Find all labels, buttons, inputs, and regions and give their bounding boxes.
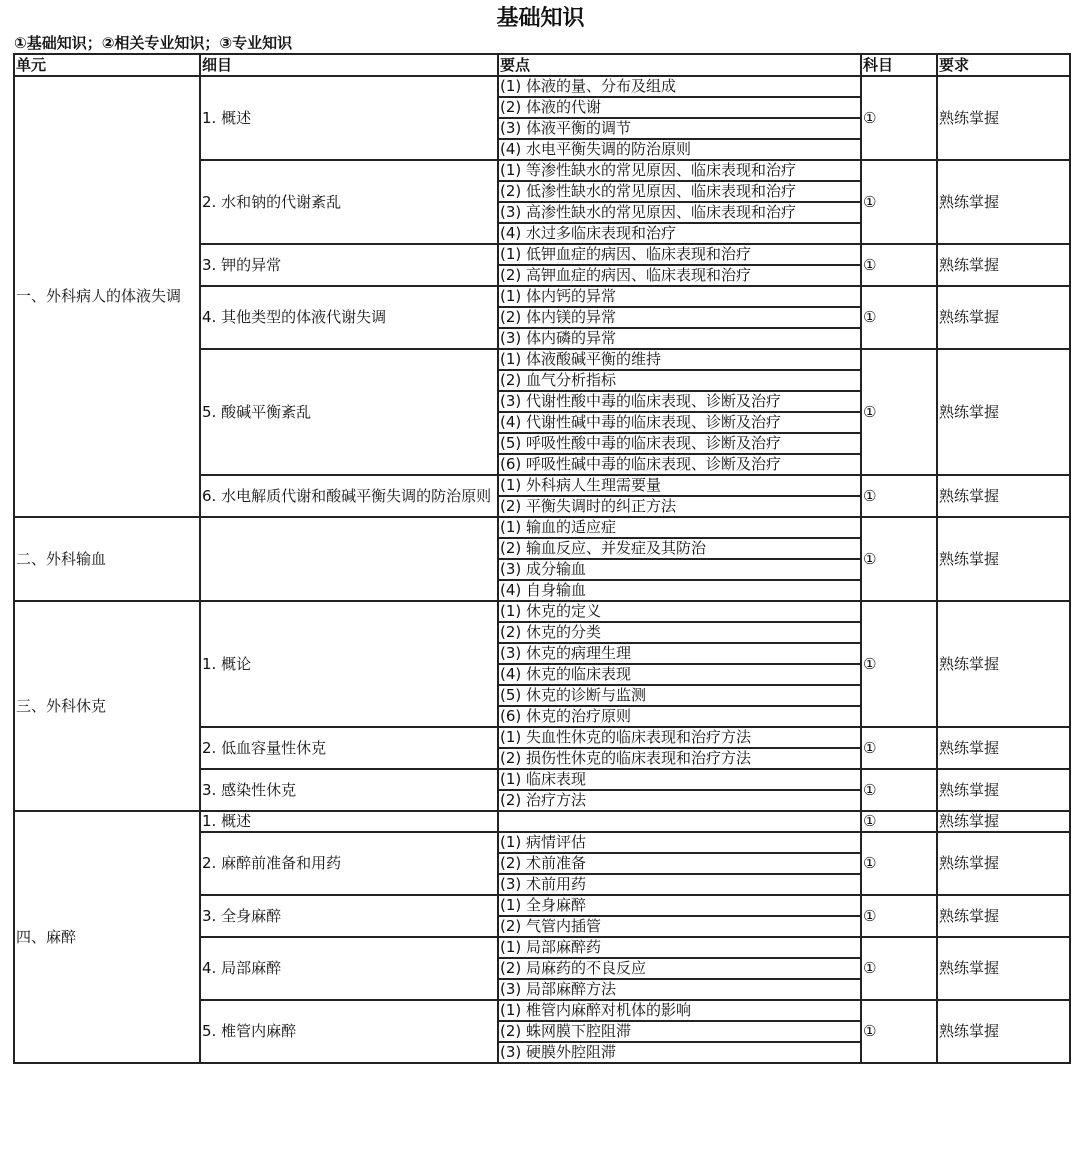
subject-cell: ① xyxy=(861,475,937,517)
subject-cell: ① xyxy=(861,286,937,349)
point-cell: (6) 休克的治疗原则 xyxy=(498,706,861,727)
point-cell: (1) 局部麻醉药 xyxy=(498,937,861,958)
requirement-cell: 熟练掌握 xyxy=(937,1000,1070,1063)
header-point: 要点 xyxy=(498,54,861,76)
point-cell: (2) 休克的分类 xyxy=(498,622,861,643)
point-cell: (2) 气管内插管 xyxy=(498,916,861,937)
point-cell: (3) 成分输血 xyxy=(498,559,861,580)
point-cell: (3) 代谢性酸中毒的临床表现、诊断及治疗 xyxy=(498,391,861,412)
point-cell: (2) 低渗性缺水的常见原因、临床表现和治疗 xyxy=(498,181,861,202)
page-title: 基础知识 xyxy=(496,5,585,31)
detail-cell: 3. 全身麻醉 xyxy=(200,895,498,937)
point-cell xyxy=(498,811,861,832)
detail-cell: 1. 概述 xyxy=(200,76,498,160)
detail-cell: 4. 局部麻醉 xyxy=(200,937,498,1000)
subject-cell: ① xyxy=(861,349,937,475)
requirement-cell: 熟练掌握 xyxy=(937,937,1070,1000)
unit-cell: 二、外科输血 xyxy=(14,517,200,601)
subject-cell: ① xyxy=(861,601,937,727)
point-cell: (3) 休克的病理生理 xyxy=(498,643,861,664)
unit-cell: 四、麻醉 xyxy=(14,811,200,1063)
requirement-cell: 熟练掌握 xyxy=(937,349,1070,475)
subject-cell: ① xyxy=(861,832,937,895)
point-cell: (1) 失血性休克的临床表现和治疗方法 xyxy=(498,727,861,748)
point-cell: (4) 代谢性碱中毒的临床表现、诊断及治疗 xyxy=(498,412,861,433)
table-header-row xyxy=(14,54,1070,76)
point-cell: (5) 呼吸性酸中毒的临床表现、诊断及治疗 xyxy=(498,433,861,454)
point-cell: (4) 水过多临床表现和治疗 xyxy=(498,223,861,244)
detail-cell: 5. 椎管内麻醉 xyxy=(200,1000,498,1063)
unit-cell: 三、外科休克 xyxy=(14,601,200,811)
point-cell: (3) 硬膜外腔阻滞 xyxy=(498,1042,861,1063)
point-cell: (3) 局部麻醉方法 xyxy=(498,979,861,1000)
detail-cell: 4. 其他类型的体液代谢失调 xyxy=(200,286,498,349)
table-row xyxy=(14,811,1070,832)
point-cell: (1) 体液的量、分布及组成 xyxy=(498,76,861,97)
point-cell: (2) 术前准备 xyxy=(498,853,861,874)
header-unit: 单元 xyxy=(14,54,200,76)
point-cell: (1) 低钾血症的病因、临床表现和治疗 xyxy=(498,244,861,265)
table-row xyxy=(14,76,1070,97)
point-cell: (2) 平衡失调时的纠正方法 xyxy=(498,496,861,517)
requirement-cell: 熟练掌握 xyxy=(937,832,1070,895)
point-cell: (4) 休克的临床表现 xyxy=(498,664,861,685)
point-cell: (4) 水电平衡失调的防治原则 xyxy=(498,139,861,160)
detail-cell xyxy=(200,517,498,601)
detail-cell: 2. 麻醉前准备和用药 xyxy=(200,832,498,895)
requirement-cell: 熟练掌握 xyxy=(937,811,1070,832)
header-detail: 细目 xyxy=(200,54,498,76)
point-cell: (2) 局麻药的不良反应 xyxy=(498,958,861,979)
point-cell: (2) 高钾血症的病因、临床表现和治疗 xyxy=(498,265,861,286)
header-subject: 科目 xyxy=(861,54,937,76)
detail-cell: 5. 酸碱平衡紊乱 xyxy=(200,349,498,475)
detail-cell: 3. 感染性休克 xyxy=(200,769,498,811)
point-cell: (6) 呼吸性碱中毒的临床表现、诊断及治疗 xyxy=(498,454,861,475)
requirement-cell: 熟练掌握 xyxy=(937,160,1070,244)
point-cell: (1) 外科病人生理需要量 xyxy=(498,475,861,496)
point-cell: (1) 体内钙的异常 xyxy=(498,286,861,307)
point-cell: (2) 治疗方法 xyxy=(498,790,861,811)
subject-cell: ① xyxy=(861,937,937,1000)
point-cell: (2) 体液的代谢 xyxy=(498,97,861,118)
point-cell: (1) 输血的适应症 xyxy=(498,517,861,538)
header-requirement: 要求 xyxy=(937,54,1070,76)
subject-cell: ① xyxy=(861,811,937,832)
subject-legend: ①基础知识；②相关专业知识；③专业知识 xyxy=(14,34,293,52)
point-cell: (1) 等渗性缺水的常见原因、临床表现和治疗 xyxy=(498,160,861,181)
table-row xyxy=(14,517,1070,538)
detail-cell: 2. 低血容量性休克 xyxy=(200,727,498,769)
requirement-cell: 熟练掌握 xyxy=(937,286,1070,349)
subject-cell: ① xyxy=(861,160,937,244)
detail-cell: 6. 水电解质代谢和酸碱平衡失调的防治原则 xyxy=(200,475,498,517)
detail-cell: 1. 概论 xyxy=(200,601,498,727)
subject-cell: ① xyxy=(861,244,937,286)
point-cell: (3) 高渗性缺水的常见原因、临床表现和治疗 xyxy=(498,202,861,223)
requirement-cell: 熟练掌握 xyxy=(937,727,1070,769)
point-cell: (3) 体液平衡的调节 xyxy=(498,118,861,139)
requirement-cell: 熟练掌握 xyxy=(937,76,1070,160)
point-cell: (1) 椎管内麻醉对机体的影响 xyxy=(498,1000,861,1021)
point-cell: (3) 体内磷的异常 xyxy=(498,328,861,349)
point-cell: (2) 体内镁的异常 xyxy=(498,307,861,328)
detail-cell: 2. 水和钠的代谢紊乱 xyxy=(200,160,498,244)
subject-cell: ① xyxy=(861,517,937,601)
requirement-cell: 熟练掌握 xyxy=(937,601,1070,727)
requirement-cell: 熟练掌握 xyxy=(937,517,1070,601)
subject-cell: ① xyxy=(861,895,937,937)
requirement-cell: 熟练掌握 xyxy=(937,769,1070,811)
unit-cell: 一、外科病人的体液失调 xyxy=(14,76,200,517)
subject-cell: ① xyxy=(861,769,937,811)
requirement-cell: 熟练掌握 xyxy=(937,895,1070,937)
point-cell: (1) 休克的定义 xyxy=(498,601,861,622)
point-cell: (2) 损伤性休克的临床表现和治疗方法 xyxy=(498,748,861,769)
subject-cell: ① xyxy=(861,1000,937,1063)
detail-cell: 3. 钾的异常 xyxy=(200,244,498,286)
syllabus-table xyxy=(13,53,1071,1064)
requirement-cell: 熟练掌握 xyxy=(937,244,1070,286)
point-cell: (2) 输血反应、并发症及其防治 xyxy=(498,538,861,559)
point-cell: (1) 全身麻醉 xyxy=(498,895,861,916)
point-cell: (1) 病情评估 xyxy=(498,832,861,853)
point-cell: (3) 术前用药 xyxy=(498,874,861,895)
point-cell: (2) 蛛网膜下腔阻滞 xyxy=(498,1021,861,1042)
point-cell: (1) 体液酸碱平衡的维持 xyxy=(498,349,861,370)
subject-cell: ① xyxy=(861,76,937,160)
point-cell: (5) 休克的诊断与监测 xyxy=(498,685,861,706)
subject-cell: ① xyxy=(861,727,937,769)
point-cell: (1) 临床表现 xyxy=(498,769,861,790)
requirement-cell: 熟练掌握 xyxy=(937,475,1070,517)
table-row xyxy=(14,601,1070,622)
point-cell: (4) 自身输血 xyxy=(498,580,861,601)
point-cell: (2) 血气分析指标 xyxy=(498,370,861,391)
detail-cell: 1. 概述 xyxy=(200,811,498,832)
